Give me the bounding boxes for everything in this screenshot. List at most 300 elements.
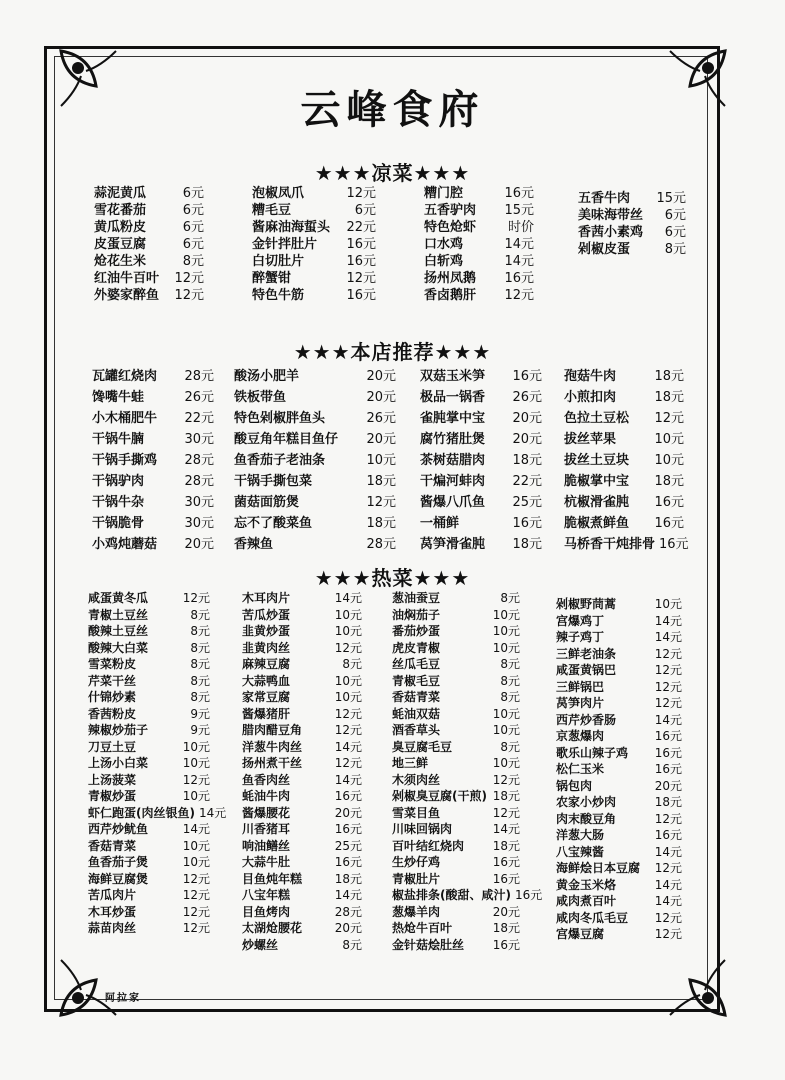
dish-name: 上汤小白菜 <box>88 756 149 770</box>
dish-price: 14元 <box>654 894 682 908</box>
dish-price: 8元 <box>190 607 210 622</box>
dish-name: 脆椒掌中宝 <box>564 474 630 489</box>
menu-item <box>88 805 227 822</box>
dish-name: 咸肉冬瓜毛豆 <box>556 910 629 925</box>
dish-name: 苦瓜肉片 <box>88 888 137 902</box>
dish-name: 干锅脆骨 <box>92 516 145 531</box>
menu-item <box>88 623 210 640</box>
dish-name: 雀肫掌中宝 <box>420 411 486 426</box>
dish-price: 28元 <box>184 369 214 384</box>
dish-price: 16元 <box>654 516 684 531</box>
dish-price: 6元 <box>664 208 686 223</box>
dish-name: 香卤鹅肝 <box>424 288 477 303</box>
menu-item <box>252 236 376 253</box>
dish-name: 炝花生米 <box>94 254 147 269</box>
menu-item <box>252 270 376 287</box>
menu-item <box>556 860 682 877</box>
menu-item <box>242 623 362 640</box>
dish-price: 30元 <box>184 495 214 510</box>
menu-item <box>234 410 396 431</box>
dish-name: 剁椒臭豆腐(干煎) <box>392 789 487 803</box>
menu-item <box>242 871 362 888</box>
dish-price: 16元 <box>654 828 682 842</box>
dish-name: 腐竹猪肚煲 <box>420 432 486 447</box>
dish-name: 地三鲜 <box>392 756 429 770</box>
dish-price: 16元 <box>334 822 362 836</box>
menu-item <box>242 937 362 954</box>
dish-name: 黄金玉米烙 <box>556 877 617 892</box>
dish-name: 小煎扣肉 <box>564 390 617 405</box>
dish-price: 10元 <box>492 607 520 622</box>
dish-price: 10元 <box>334 607 362 622</box>
dish-name: 蚝油牛肉 <box>242 789 291 803</box>
hot-column-1 <box>88 590 227 937</box>
dish-price: 18元 <box>492 838 520 853</box>
dish-name: 青椒土豆丝 <box>88 607 149 622</box>
dish-name: 红油牛百叶 <box>94 271 160 286</box>
menu-item <box>424 287 534 304</box>
menu-item <box>88 788 210 805</box>
menu-item <box>392 640 520 657</box>
dish-name: 木耳炒蛋 <box>88 904 137 919</box>
dish-name: 苦瓜炒蛋 <box>242 607 291 622</box>
menu-item <box>424 185 534 202</box>
dish-price: 14元 <box>504 254 534 269</box>
menu-item <box>94 287 204 304</box>
dish-name: 洋葱牛肉丝 <box>242 739 303 754</box>
dish-price: 6元 <box>354 203 376 218</box>
dish-name: 八宝辣酱 <box>556 844 605 859</box>
dish-name: 五香牛肉 <box>578 191 631 206</box>
dish-name: 海鲜烩日本豆腐 <box>556 861 641 875</box>
dish-name: 干煸河蚌肉 <box>420 474 486 489</box>
dish-name: 宫爆豆腐 <box>556 927 605 941</box>
dish-name: 白斩鸡 <box>424 254 464 269</box>
menu-item <box>392 722 520 739</box>
menu-item <box>564 431 684 452</box>
dish-name: 金针拌肚片 <box>252 237 318 252</box>
dish-name: 青椒毛豆 <box>392 673 441 688</box>
dish-name: 香辣鱼 <box>234 537 274 552</box>
menu-item <box>242 607 362 624</box>
section-heading-hot: ★★★热菜★★★ <box>314 566 471 590</box>
dish-name: 什锦炒素 <box>88 690 137 704</box>
menu-item <box>234 389 396 410</box>
menu-item <box>94 202 204 219</box>
dish-name: 醉蟹钳 <box>252 271 292 286</box>
dish-name: 口水鸡 <box>424 237 464 252</box>
menu-item <box>88 607 210 624</box>
menu-item <box>556 728 682 745</box>
menu-item <box>424 236 534 253</box>
dish-name: 大蒜鸭血 <box>242 673 291 688</box>
menu-item <box>242 920 362 937</box>
menu-item <box>556 596 682 613</box>
cold-column-2 <box>252 185 376 304</box>
menu-item <box>556 910 682 927</box>
menu-item <box>564 389 684 410</box>
menu-item <box>92 452 214 473</box>
dish-price: 18元 <box>492 789 520 803</box>
dish-name: 糟门腔 <box>424 186 464 201</box>
menu-item <box>242 788 362 805</box>
dish-name: 雪菜目鱼 <box>392 805 441 820</box>
menu-item <box>556 613 682 630</box>
dish-price: 12元 <box>492 805 520 820</box>
menu-item <box>392 788 520 805</box>
dish-price: 8元 <box>342 657 362 671</box>
cold-column-4 <box>578 190 686 258</box>
dish-name: 小木桶肥牛 <box>92 411 158 426</box>
dish-name: 油焖茄子 <box>392 607 441 622</box>
dish-name: 酒香草头 <box>392 723 441 737</box>
menu-item <box>424 270 534 287</box>
menu-item <box>556 926 682 943</box>
dish-name: 咸蛋黄冬瓜 <box>88 591 149 605</box>
menu-item <box>88 920 210 937</box>
menu-item <box>94 185 204 202</box>
dish-name: 雪花番茄 <box>94 203 147 218</box>
dish-name: 扬州凤鹅 <box>424 271 477 286</box>
menu-item <box>242 821 362 838</box>
dish-price: 16元 <box>654 729 682 743</box>
menu-item <box>556 662 682 679</box>
menu-item <box>242 887 362 904</box>
dish-price: 16元 <box>492 871 520 886</box>
hot-column-3 <box>392 590 543 953</box>
dish-name: 双菇玉米笋 <box>420 369 486 384</box>
dish-name: 鱼香茄子老油条 <box>234 453 326 468</box>
dish-name: 臭豆腐毛豆 <box>392 739 453 754</box>
dish-name: 西芹炒鱿鱼 <box>88 822 149 836</box>
dish-name: 酱爆八爪鱼 <box>420 495 486 510</box>
dish-name: 铁板带鱼 <box>234 390 287 405</box>
menu-item <box>420 536 542 557</box>
menu-item <box>88 871 210 888</box>
dish-name: 五香驴肉 <box>424 203 477 218</box>
menu-item <box>392 838 520 855</box>
dish-name: 响油鳝丝 <box>242 838 291 853</box>
dish-name: 酸辣大白菜 <box>88 640 149 655</box>
dish-price: 16元 <box>654 745 682 760</box>
dish-name: 宫爆鸡丁 <box>556 613 605 628</box>
menu-item <box>252 185 376 202</box>
dish-name: 酸汤小肥羊 <box>234 369 300 384</box>
menu-item <box>88 722 210 739</box>
restaurant-title: 云峰食府 <box>300 87 485 133</box>
recommended-column-3 <box>420 368 542 557</box>
dish-price: 16元 <box>492 855 520 869</box>
dish-name: 大蒜牛肚 <box>242 855 291 869</box>
menu-item <box>392 821 520 838</box>
menu-item <box>578 190 686 207</box>
dish-price: 12元 <box>174 271 204 286</box>
dish-price: 9元 <box>190 723 210 737</box>
dish-name: 锅包肉 <box>556 778 593 793</box>
dish-price: 16元 <box>492 937 520 952</box>
dish-price: 8元 <box>190 690 210 704</box>
menu-item <box>556 629 682 646</box>
dish-name: 青椒肚片 <box>392 871 441 886</box>
dish-name: 糟毛豆 <box>252 203 292 218</box>
dish-price: 28元 <box>184 453 214 468</box>
menu-item <box>556 679 682 696</box>
menu-item <box>252 287 376 304</box>
dish-name: 虾仁跑蛋(肉丝银鱼) <box>88 805 195 820</box>
dish-price: 15元 <box>656 191 686 206</box>
dish-name: 干锅手撕鸡 <box>92 453 158 468</box>
dish-name: 百叶结红烧肉 <box>392 838 465 853</box>
dish-price: 6元 <box>182 237 204 252</box>
dish-name: 莴笋肉片 <box>556 696 605 710</box>
dish-name: 韭黄肉丝 <box>242 640 291 655</box>
dish-price: 20元 <box>492 904 520 919</box>
dish-name: 蚝油双菇 <box>392 706 441 721</box>
menu-item <box>242 838 362 855</box>
dish-name: 香茜小素鸡 <box>578 225 644 240</box>
dish-name: 鱼香茄子煲 <box>88 855 149 869</box>
menu-item <box>252 202 376 219</box>
menu-item <box>242 689 362 706</box>
dish-price: 16元 <box>514 888 543 902</box>
menu-item <box>556 811 682 828</box>
dish-price: 10元 <box>182 855 210 869</box>
dish-price: 16元 <box>346 237 376 252</box>
menu-item <box>242 706 362 723</box>
menu-item <box>242 772 362 789</box>
menu-item <box>556 794 682 811</box>
menu-item <box>578 224 686 241</box>
dish-name: 木耳肉片 <box>242 591 291 605</box>
dish-price: 20元 <box>366 369 396 384</box>
dish-price: 20元 <box>366 432 396 447</box>
dish-name: 扬州煮干丝 <box>242 756 303 770</box>
menu-item <box>92 389 214 410</box>
dish-price: 10元 <box>654 597 682 611</box>
dish-name: 八宝年糕 <box>242 888 291 902</box>
menu-item <box>252 219 376 236</box>
dish-name: 脆椒煮鲜鱼 <box>564 516 630 531</box>
dish-price: 12元 <box>654 927 682 941</box>
dish-price: 10元 <box>654 453 684 468</box>
dish-price: 10元 <box>492 723 520 737</box>
dish-price: 12元 <box>334 640 362 655</box>
menu-item <box>234 536 396 557</box>
dish-price: 6元 <box>182 186 204 201</box>
dish-name: 干锅手撕包菜 <box>234 474 313 489</box>
dish-name: 葱爆羊肉 <box>392 904 441 919</box>
menu-item <box>424 219 534 236</box>
dish-name: 剁椒野茼蒿 <box>556 597 617 611</box>
dish-price: 14元 <box>198 805 227 820</box>
menu-item <box>392 755 520 772</box>
dish-price: 12元 <box>654 646 682 661</box>
dish-price: 16元 <box>504 186 534 201</box>
dish-price: 18元 <box>366 474 396 489</box>
menu-item <box>424 253 534 270</box>
dish-price: 10元 <box>334 690 362 704</box>
dish-price: 16元 <box>512 516 542 531</box>
dish-name: 青椒炒蛋 <box>88 789 137 803</box>
dish-name: 极品一锅香 <box>420 390 486 405</box>
dish-price: 12元 <box>346 186 376 201</box>
menu-item <box>392 623 520 640</box>
dish-name: 忘不了酸菜鱼 <box>234 516 313 531</box>
menu-item <box>242 904 362 921</box>
dish-name: 麻辣豆腐 <box>242 657 291 671</box>
dish-name: 香菇青菜 <box>392 690 441 704</box>
dish-price: 14元 <box>654 844 682 859</box>
dish-price: 6元 <box>182 220 204 235</box>
dish-price: 14元 <box>654 630 682 644</box>
dish-name: 干锅牛杂 <box>92 495 145 510</box>
dish-name: 辣子鸡丁 <box>556 630 605 644</box>
menu-item <box>88 772 210 789</box>
dish-name: 黄瓜粉皮 <box>94 220 147 235</box>
dish-name: 川味回锅肉 <box>392 822 453 836</box>
dish-price: 12元 <box>492 772 520 787</box>
dish-name: 特色剁椒胖鱼头 <box>234 411 326 426</box>
menu-item <box>578 241 686 258</box>
menu-item <box>88 739 210 756</box>
menu-item <box>234 431 396 452</box>
dish-price: 18元 <box>654 390 684 405</box>
corner-ornament-icon <box>56 950 126 1020</box>
menu-item <box>564 452 684 473</box>
dish-name: 一桶鲜 <box>420 516 460 531</box>
dish-name: 酸豆角年糕目鱼仔 <box>234 432 339 447</box>
dish-name: 酱麻油海蜇头 <box>252 220 331 235</box>
dish-price: 25元 <box>334 838 362 853</box>
dish-price: 16元 <box>659 537 689 552</box>
menu-item <box>392 937 520 954</box>
dish-name: 咸蛋黄锅巴 <box>556 663 617 677</box>
menu-item <box>242 590 362 607</box>
dish-price: 8元 <box>664 242 686 257</box>
dish-name: 小鸡炖蘑菇 <box>92 537 158 552</box>
menu-item <box>392 590 520 607</box>
menu-item <box>92 368 214 389</box>
dish-name: 椒盐排条(酸甜、咸汁) <box>392 888 511 902</box>
dish-price: 8元 <box>500 690 520 704</box>
dish-price: 16元 <box>504 271 534 286</box>
dish-price: 16元 <box>334 789 362 803</box>
dish-price: 15元 <box>504 203 534 218</box>
dish-price: 10元 <box>182 789 210 803</box>
menu-item <box>92 410 214 431</box>
dish-price: 20元 <box>654 778 682 793</box>
dish-price: 12元 <box>654 411 684 426</box>
dish-price: 12元 <box>182 921 210 935</box>
dish-name: 茶树菇腊肉 <box>420 453 486 468</box>
dish-price: 8元 <box>500 739 520 754</box>
menu-item <box>88 838 210 855</box>
dish-name: 香茜粉皮 <box>88 706 137 721</box>
dish-price: 26元 <box>184 390 214 405</box>
dish-price: 12元 <box>182 888 210 902</box>
dish-name: 色拉土豆松 <box>564 411 630 426</box>
section-heading-recommended: ★★★本店推荐★★★ <box>293 340 492 364</box>
dish-price: 8元 <box>342 937 362 952</box>
recommended-column-2 <box>234 368 396 557</box>
menu-item <box>420 473 542 494</box>
dish-name: 拔丝苹果 <box>564 432 617 447</box>
dish-name: 鱼香肉丝 <box>242 772 291 787</box>
dish-price: 18元 <box>366 516 396 531</box>
recommended-column-1 <box>92 368 214 557</box>
menu-item <box>392 920 520 937</box>
dish-price: 10元 <box>654 432 684 447</box>
menu-item <box>88 689 210 706</box>
dish-name: 蒜泥黄瓜 <box>94 186 147 201</box>
menu-item <box>420 494 542 515</box>
dish-name: 西芹炒香肠 <box>556 712 617 727</box>
dish-price: 14元 <box>654 877 682 892</box>
menu-item <box>234 368 396 389</box>
menu-item <box>92 515 214 536</box>
dish-name: 拔丝土豆块 <box>564 453 630 468</box>
menu-item <box>564 515 684 536</box>
dish-name: 外婆家醉鱼 <box>94 288 160 303</box>
menu-item <box>564 368 684 389</box>
dish-name: 酱爆腰花 <box>242 805 291 820</box>
menu-item <box>420 389 542 410</box>
corner-ornament-icon <box>660 950 730 1020</box>
menu-item <box>92 536 214 557</box>
dish-name: 家常豆腐 <box>242 690 291 704</box>
dish-name: 丝瓜毛豆 <box>392 657 441 671</box>
menu-item <box>242 640 362 657</box>
dish-price: 14元 <box>334 888 362 902</box>
menu-item <box>92 494 214 515</box>
dish-price: 18元 <box>492 921 520 935</box>
dish-price: 时价 <box>507 220 534 235</box>
dish-name: 川香猪耳 <box>242 822 291 836</box>
dish-name: 洋葱大肠 <box>556 828 605 842</box>
menu-item <box>392 871 520 888</box>
menu-item <box>234 452 396 473</box>
menu-item <box>242 673 362 690</box>
dish-price: 10元 <box>182 739 210 754</box>
dish-price: 9元 <box>190 706 210 721</box>
dish-price: 18元 <box>654 369 684 384</box>
footer-mark: 阿拉家 <box>105 993 141 1004</box>
dish-price: 20元 <box>366 390 396 405</box>
dish-name: 生炒仔鸡 <box>392 855 441 869</box>
dish-name: 香菇青菜 <box>88 838 137 853</box>
dish-price: 12元 <box>654 910 682 925</box>
dish-price: 10元 <box>182 838 210 853</box>
dish-price: 10元 <box>366 453 396 468</box>
menu-item <box>392 689 520 706</box>
dish-name: 海鲜豆腐煲 <box>88 871 149 886</box>
dish-price: 18元 <box>512 453 542 468</box>
dish-name: 剁椒皮蛋 <box>578 242 631 257</box>
dish-price: 22元 <box>346 220 376 235</box>
menu-item <box>392 904 520 921</box>
dish-name: 太湖炝腰花 <box>242 921 303 935</box>
menu-item <box>92 473 214 494</box>
dish-price: 20元 <box>512 432 542 447</box>
dish-name: 泡椒凤爪 <box>252 186 305 201</box>
menu-item <box>392 607 520 624</box>
dish-price: 8元 <box>190 624 210 638</box>
menu-item <box>242 656 362 673</box>
hot-column-2 <box>242 590 362 953</box>
menu-item <box>88 821 210 838</box>
dish-price: 20元 <box>184 537 214 552</box>
menu-item <box>556 827 682 844</box>
